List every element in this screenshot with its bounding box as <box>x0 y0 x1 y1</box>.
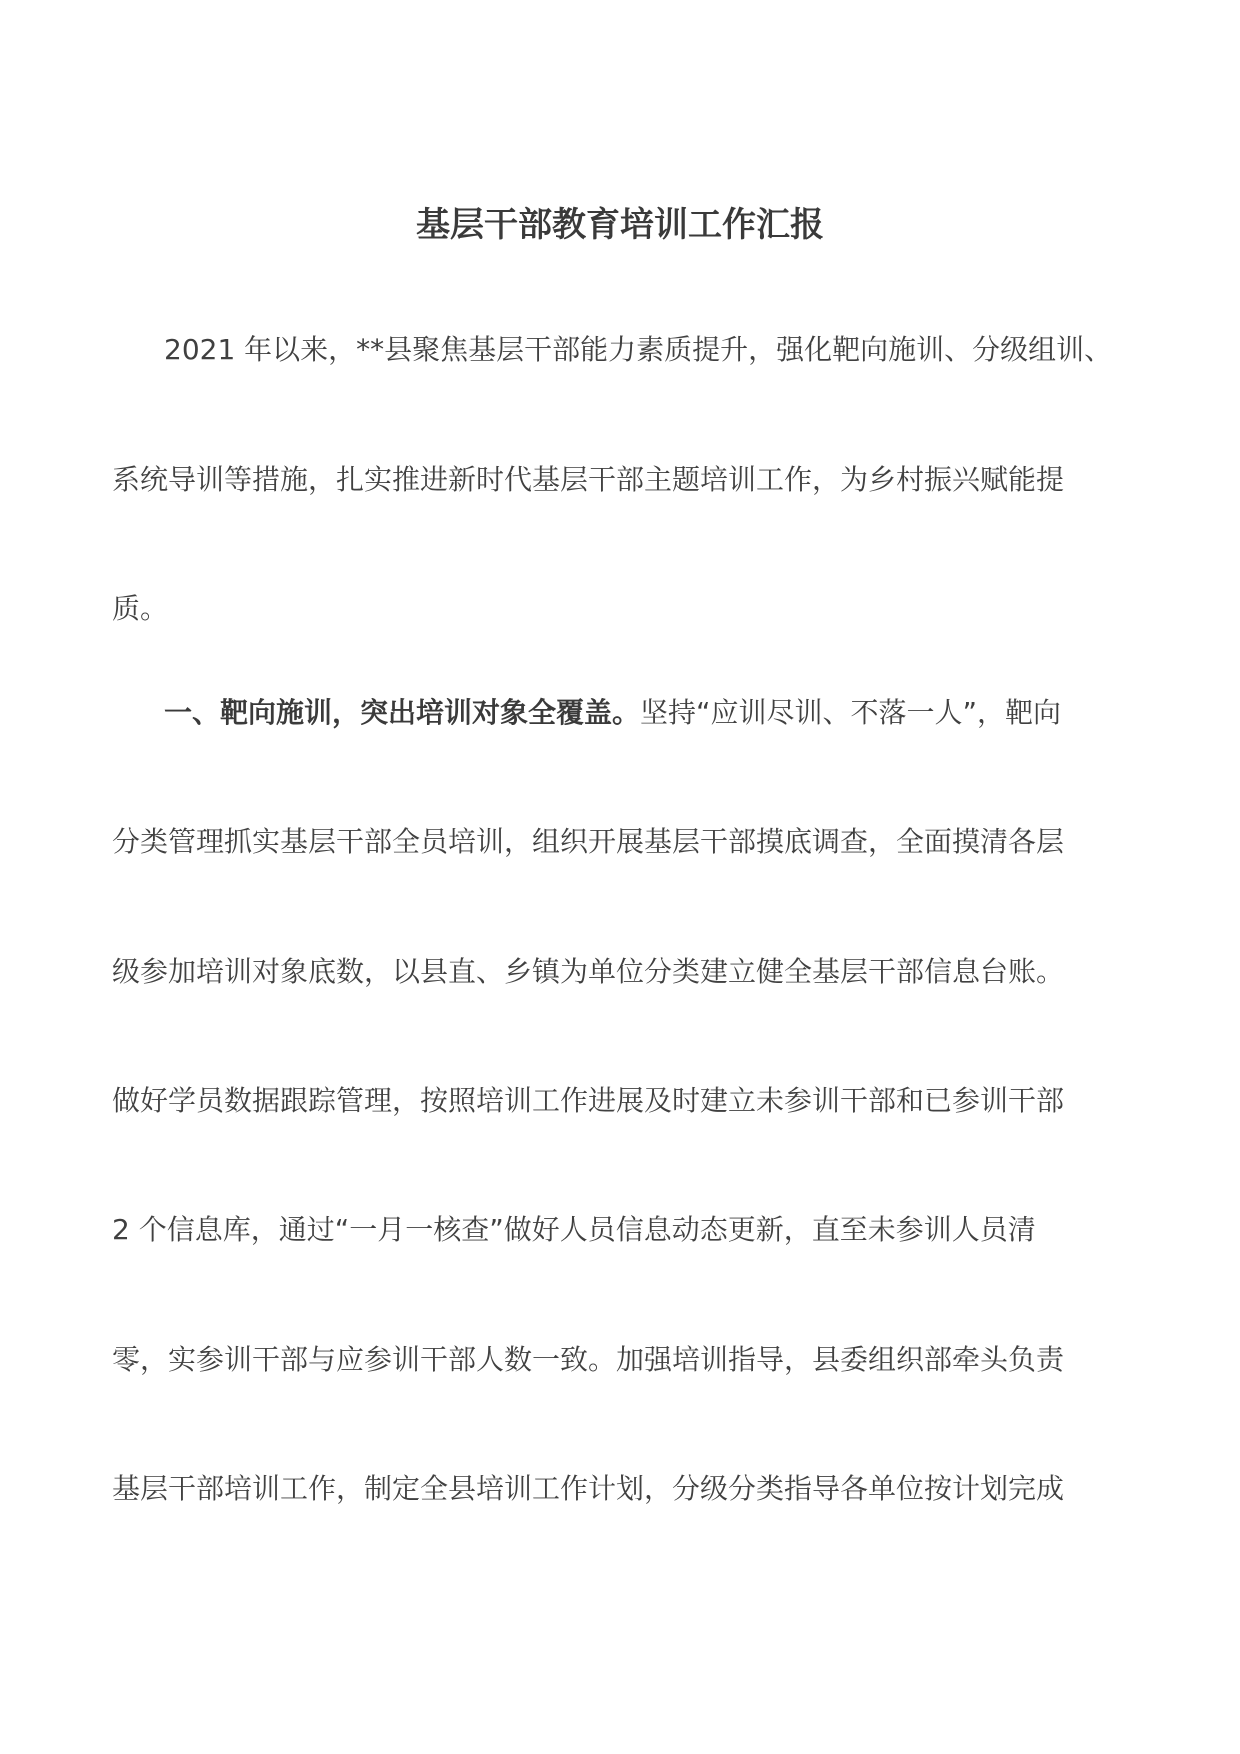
intro-line-2: 系统导训等措施，扎实推进新时代基层干部主题培训工作，为乡村振兴赋能提 <box>112 463 1065 496</box>
section1-line-6: 零，实参训干部与应参训干部人数一致。加强培训指导，县委组织部牵头负责 <box>112 1343 1065 1376</box>
section1-first-line <box>164 693 1204 733</box>
section1-line-3: 级参加培训对象底数，以县直、乡镇为单位分类建立健全基层干部信息台账。 <box>112 955 1065 988</box>
section1-line-2: 分类管理抓实基层干部全员培训，组织开展基层干部摸底调查，全面摸清各层 <box>112 825 1065 858</box>
document-title: 基层干部教育培训工作汇报 <box>416 205 824 245</box>
section1-first-line-text: 坚持“应训尽训、不落一人”，靶向 <box>640 696 1062 729</box>
section1-heading: 一、靶向施训，突出培训对象全覆盖。 <box>164 696 641 729</box>
section1-line-4: 做好学员数据跟踪管理，按照培训工作进展及时建立未参训干部和已参训干部 <box>112 1084 1065 1117</box>
section1-line-7: 基层干部培训工作，制定全县培训工作计划，分级分类指导各单位按计划完成 <box>112 1472 1065 1505</box>
intro-line-1: 2021 年以来，**县聚焦基层干部能力素质提升，强化靶向施训、分级组训、 <box>164 333 1113 366</box>
intro-line-3: 质。 <box>112 592 169 625</box>
section1-line-5: 2 个信息库，通过“一月一核查”做好人员信息动态更新，直至未参训人员清 <box>112 1213 1036 1246</box>
